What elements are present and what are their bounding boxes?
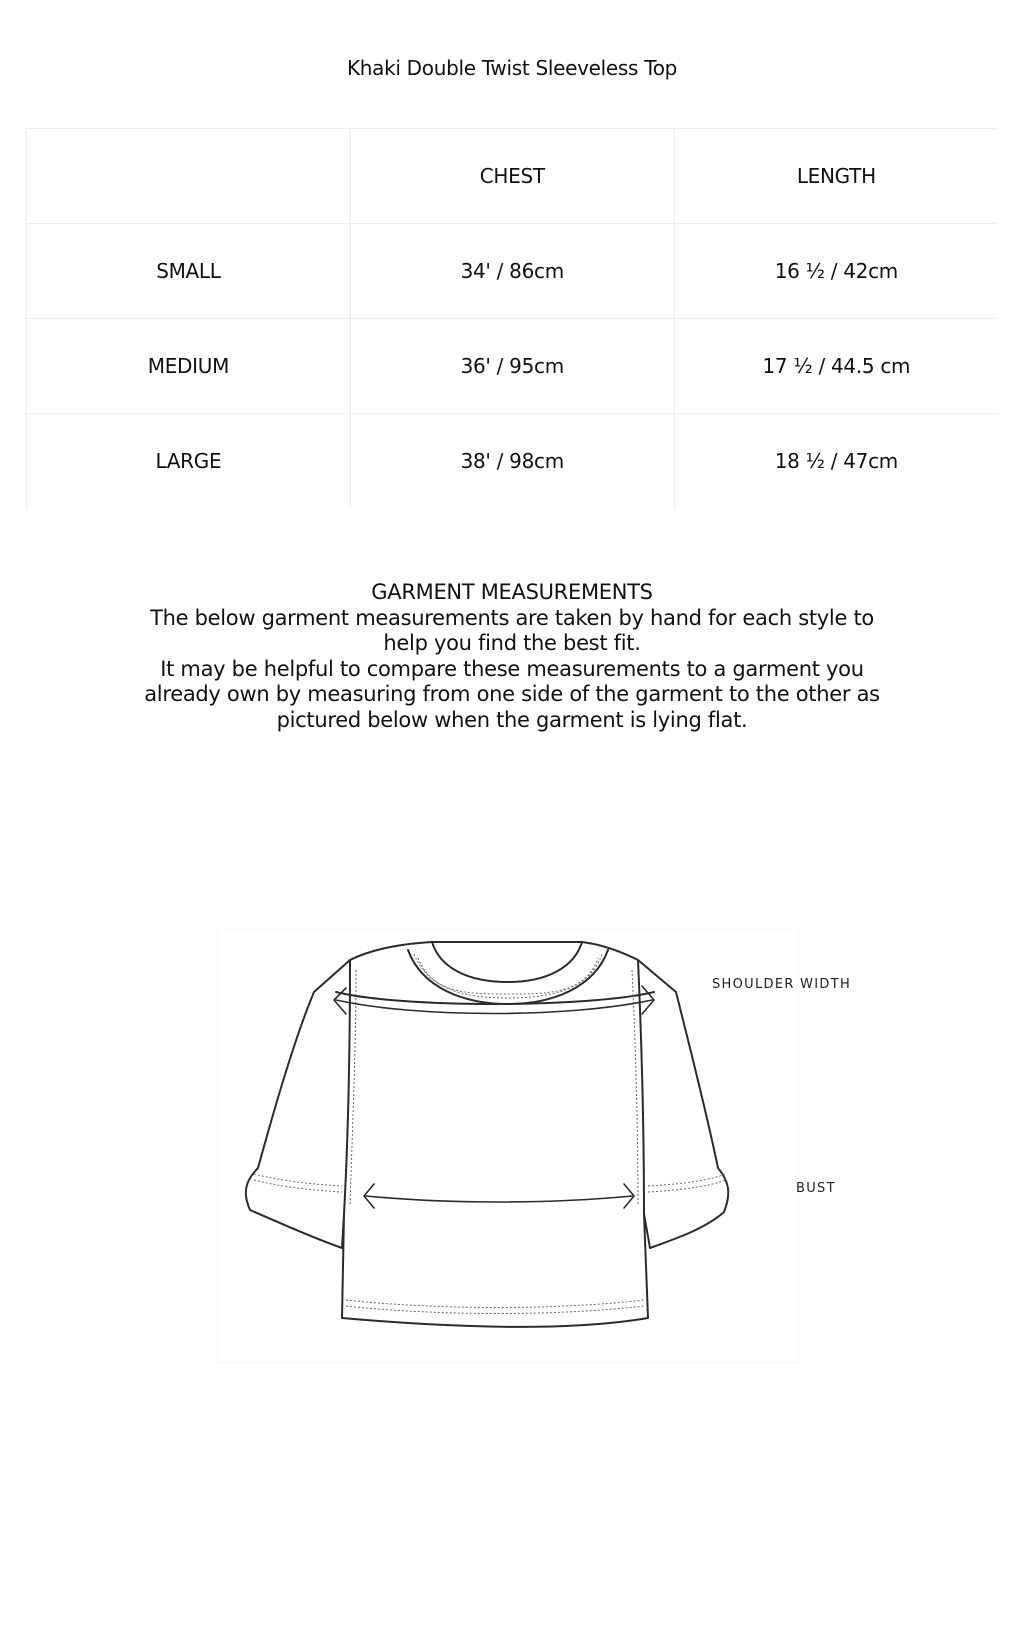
table-header-row [27,129,999,224]
measurements-paragraph-1: The below garment measurements are taken by hand for each style to help you find the best fit. [150,605,874,655]
garment-measurements-text [128,580,896,733]
table-header-cell: CHEST [350,129,674,224]
tshirt-flat-sketch-icon [218,930,798,1362]
measurements-paragraph-2: It may be helpful to compare these measurements to a garment you already own by measuring from one side of the garment to the other as pictured below when the garment is lying flat. [144,656,880,732]
size-cell: SMALL [27,224,351,319]
length-cell: 17 ½ / 44.5 cm [674,319,998,414]
page-title: Khaki Double Twist Sleeveless Top [346,56,678,80]
chest-cell: 34' / 86cm [350,224,674,319]
table-header-cell [27,129,351,224]
size-cell: MEDIUM [27,319,351,414]
table-header-cell: LENGTH [674,129,998,224]
table-row [27,319,999,414]
bust-label: BUST [796,1181,836,1196]
measurements-heading: GARMENT MEASUREMENTS [371,580,653,604]
chest-cell: 36' / 95cm [350,319,674,414]
size-cell: LARGE [27,414,351,509]
shoulder-width-label: SHOULDER WIDTH [712,977,852,992]
size-chart-table [26,128,998,508]
length-cell: 16 ½ / 42cm [674,224,998,319]
length-cell: 18 ½ / 47cm [774,449,898,473]
table-row [27,414,999,509]
table-row [27,224,999,319]
chest-cell: 38' / 98cm [350,414,674,509]
